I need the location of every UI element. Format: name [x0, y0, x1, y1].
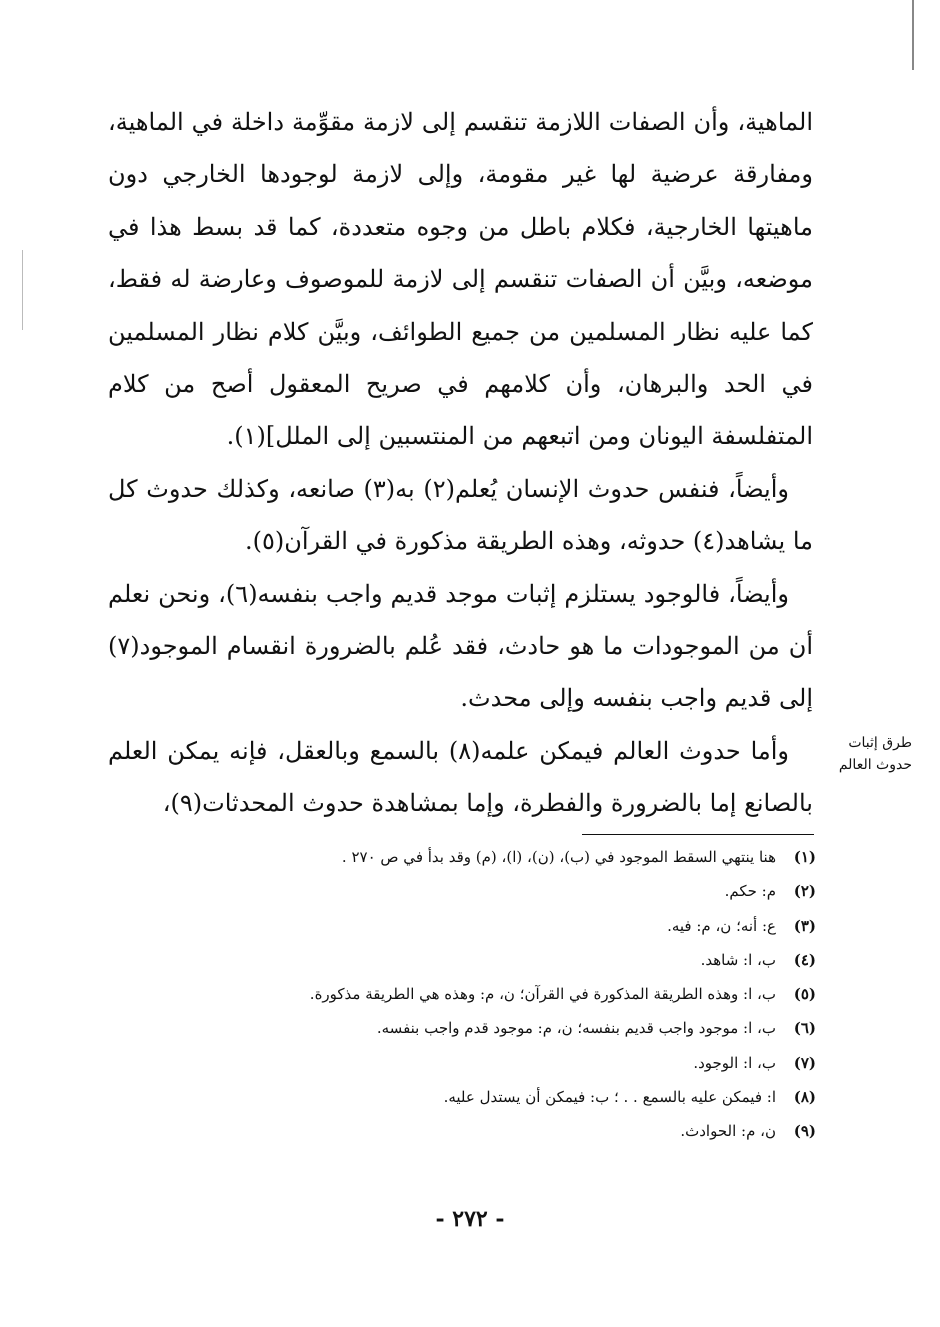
paragraph: وأيضاً، فنفس حدوث الإنسان يُعلم(٢) به(٣) صانعه، وكذلك حدوث كل ما يشاهد(٤) حدوثه، وهذه الطريقة مذكورة في القرآن(٥). — [108, 474, 813, 556]
margin-note-line: حدوث العالم — [838, 757, 912, 773]
footnote — [150, 1080, 816, 1114]
margin-note-line: طرق إثبات — [848, 735, 912, 751]
footnote-text: ب، ا: شاهد. — [700, 950, 776, 969]
page-number: - ٢٧٢ - — [435, 1206, 505, 1232]
footnote — [150, 943, 816, 977]
footnote-number: (٥) — [793, 985, 816, 1004]
footnote-number: (٦) — [793, 1019, 816, 1038]
footnote-text: ع: أنه؛ ن، م: فيه. — [667, 916, 776, 935]
footnote-number: (١) — [793, 848, 816, 866]
footnote-divider — [582, 834, 814, 835]
paragraph: الماهية، وأن الصفات اللازمة تنقسم إلى لازمة مقوِّمة داخلة في الماهية، ومفارقة عرضية لها غير مقومة، وإلى لازمة لوجودها الخارجي دون ماهيتها الخارجية، فكلام باطل من وجوه متعددة، كما قد بسط هذا في موضعه، وبيَّن أن الصفات تنقسم إلى لازمة للموصوف وعارضة له فقط، كما عليه نظار المسلمين من جميع الطوائف، وبيَّن كلام نظار المسلمين في الحد والبرهان، وأن كلامهم في صريح المعقول أصح من كلام المتفلسفة اليونان ومن اتبعهم من المنتسبين إلى الملل](١). — [108, 108, 813, 451]
footnote — [150, 1046, 816, 1080]
footnotes-list — [150, 840, 816, 1149]
footnote-number: (٣) — [793, 916, 816, 935]
footnote-text: هنا ينتهي السقط الموجود في (ب)، (ن)، (ا)، (م) وقد بدأ في ص ٢٧٠ . — [341, 848, 776, 866]
footnote-text: ن، م: الحوادث. — [680, 1122, 776, 1141]
footnote-text: ب، ا: وهذه الطريقة المذكورة في القرآن؛ ن، م: وهذه هي الطريقة مذكورة. — [309, 985, 776, 1004]
footnote — [150, 1114, 816, 1148]
footnote-text: ب، ا: موجود واجب قديم بنفسه؛ ن، م: موجود قدم واجب بنفسه. — [376, 1019, 776, 1038]
footnote-text: ب، ا: الوجود. — [693, 1053, 776, 1072]
footnote-text: ا: فيمكن عليه بالسمع . . ؛ ب: فيمكن أن يستدل عليه. — [443, 1088, 776, 1107]
footnote — [150, 840, 816, 874]
footnote — [150, 977, 816, 1011]
footnote-number: (٧) — [793, 1053, 816, 1072]
footnote-number: (٩) — [793, 1122, 816, 1141]
main-text — [108, 96, 813, 830]
paragraph: وأيضاً، فالوجود يستلزم إثبات موجد قديم واجب بنفسه(٦)، ونحن نعلم أن من الموجودات ما هو حادث، فقد عُلم بالضرورة انقسام الموجود(٧) إلى قديم واجب بنفسه وإلى محدث. — [108, 579, 813, 713]
footnote-number: (٢) — [793, 882, 816, 901]
footnote-number: (٨) — [793, 1088, 816, 1107]
paragraph: وأما حدوث العالم فيمكن علمه(٨) بالسمع وبالعقل، فإنه يمكن العلم بالصانع إما بالضرورة والفطرة، وإما بمشاهدة حدوث المحدثات(٩)، — [108, 736, 813, 818]
footnote-text: م: حكم. — [724, 882, 776, 901]
footnote-number: (٤) — [793, 950, 816, 969]
footnote — [150, 874, 816, 908]
scan-artifact — [912, 0, 914, 70]
scan-artifact — [22, 250, 23, 330]
margin-note — [832, 732, 912, 776]
footnote — [150, 1011, 816, 1045]
footnote — [150, 909, 816, 943]
